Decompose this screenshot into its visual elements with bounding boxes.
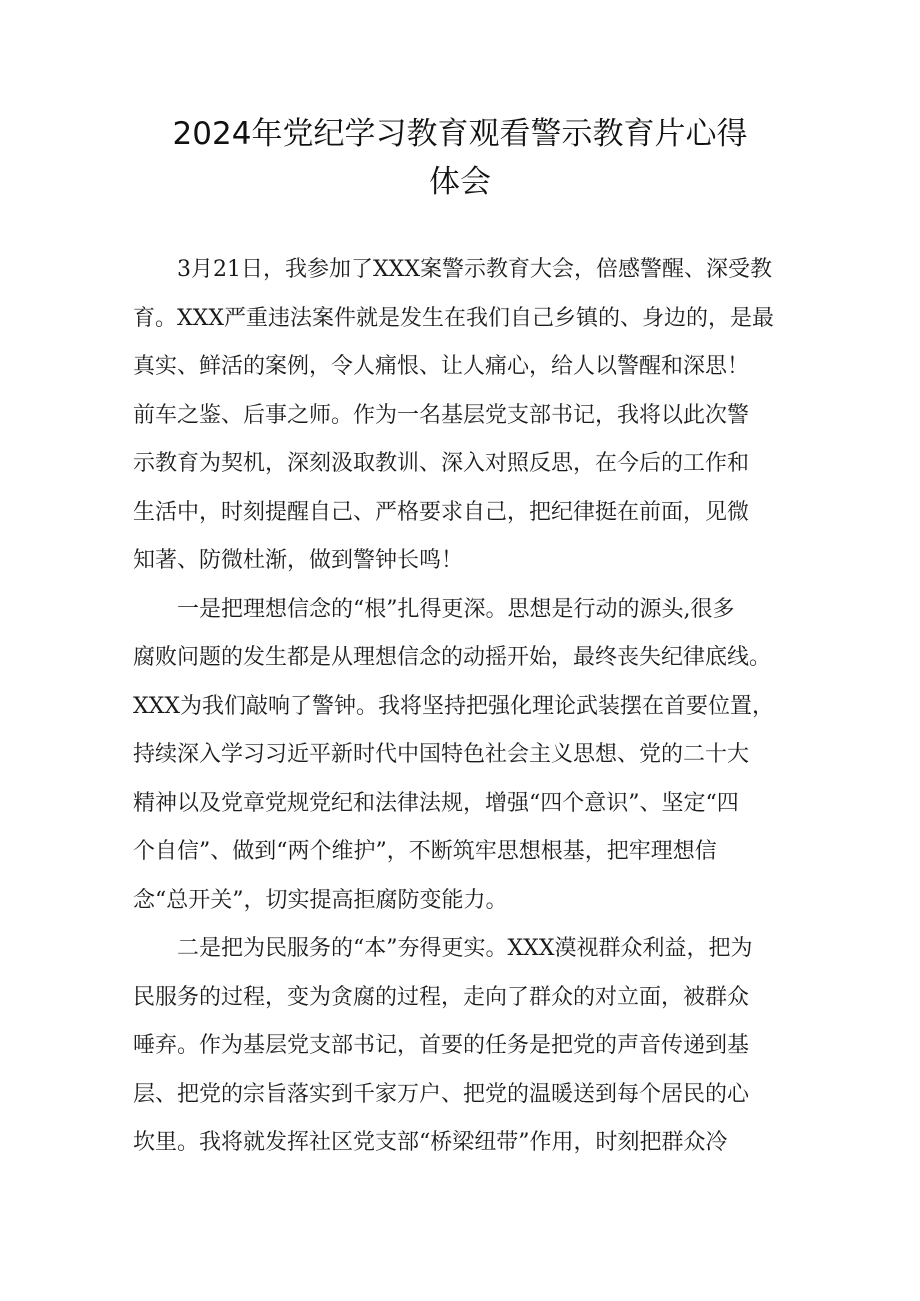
text-line: 示教育为契机，深刻汲取教训、深入对照反思，在今后的工作和	[133, 451, 750, 476]
title-line-1: 2024年党纪学习教育观看警示教育片心得	[172, 116, 748, 152]
document-body	[133, 246, 793, 1168]
text-line: 持续深入学习习近平新时代中国特色社会主义思想、党的二十大	[133, 742, 750, 767]
text-line: 真实、鲜活的案例，令人痛恨、让人痛心，给人以警醒和深思！	[133, 354, 750, 379]
paragraph-intro	[133, 246, 793, 586]
text-line: 二是把为民服务的“本”夯得更实。XXX漠视群众利益，把为	[177, 936, 753, 961]
text-line: 念“总开关”，切实提高拒腐防变能力。	[133, 887, 508, 913]
paragraph-point-one	[133, 586, 793, 926]
text-line: 个自信”、做到“两个维护”，不断筑牢思想根基，把牢理想信	[133, 839, 717, 864]
paragraph-point-two	[133, 925, 793, 1168]
text-line: 坎里。我将就发挥社区党支部“桥梁纽带”作用，时刻把群众冷	[133, 1130, 728, 1155]
text-line: 一是把理想信念的“根”扎得更深。思想是行动的源头,很多	[177, 596, 735, 622]
text-line: 3月21日，我参加了XXX案警示教育大会，倍感警醒、深受教	[177, 257, 772, 282]
text-line: 育。XXX严重违法案件就是发生在我们自己乡镇的、身边的，是最	[133, 305, 774, 331]
document-title	[130, 110, 790, 206]
text-line: 唾弃。作为基层党支部书记，首要的任务是把党的声音传递到基	[133, 1033, 750, 1058]
text-line: 生活中，时刻提醒自己、严格要求自己，把纪律挺在前面，见微	[133, 499, 750, 525]
text-line: 精神以及党章党规党纪和法律法规，增强“四个意识”、坚定“四	[133, 790, 739, 816]
text-line: 民服务的过程，变为贪腐的过程，走向了群众的对立面，被群众	[133, 984, 750, 1010]
text-line: 前车之鉴、后事之师。作为一名基层党支部书记，我将以此次警	[133, 402, 750, 428]
text-line: 层、把党的宗旨落实到千家万户、把党的温暖送到每个居民的心	[133, 1081, 750, 1107]
text-line: 知著、防微杜渐，做到警钟长鸣！	[133, 548, 464, 573]
text-line: XXX为我们敲响了警钟。我将坚持把强化理论武装摆在首要位置，	[133, 693, 774, 719]
text-line: 腐败问题的发生都是从理想信念的动摇开始，最终丧失纪律底线。	[133, 645, 772, 670]
title-line-2: 体会	[429, 164, 491, 200]
